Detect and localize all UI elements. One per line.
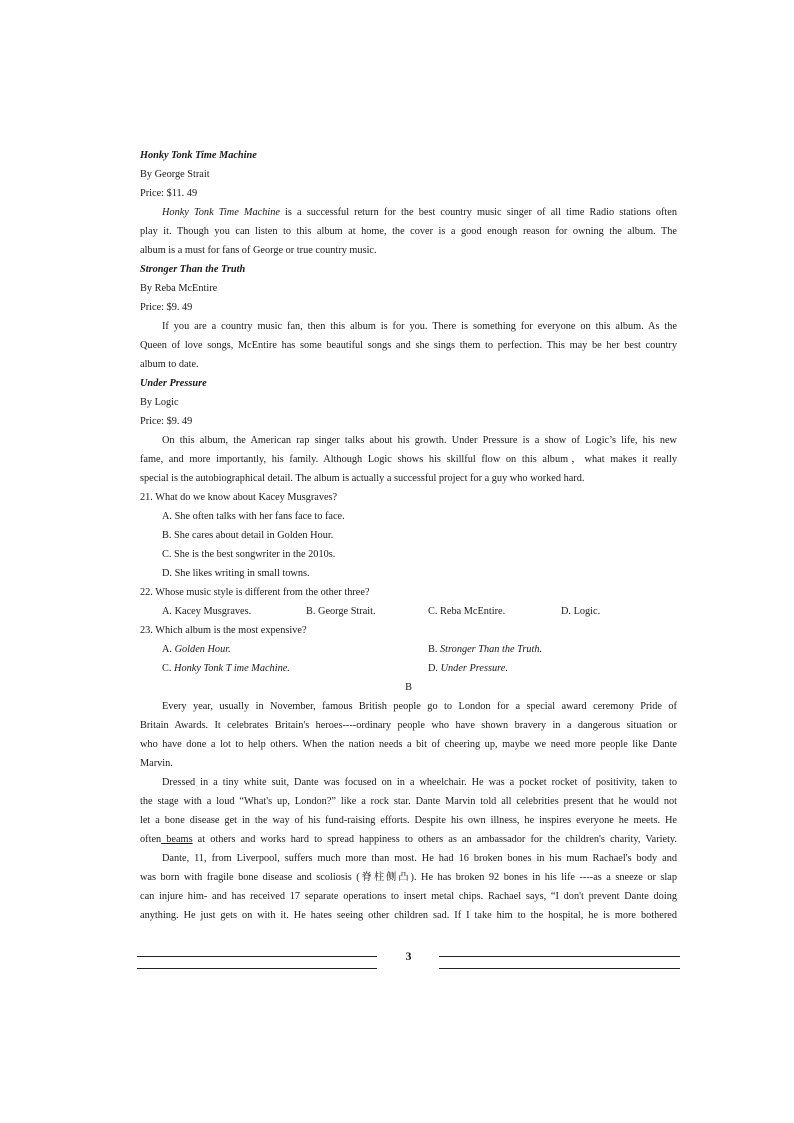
answer-option[interactable]: A. Kacey Musgraves.: [162, 606, 252, 617]
answer-option[interactable]: [162, 640, 231, 659]
passage-line: anything. He just gets on with it. He hates seeing other children sad. If I take him to the hospital, he is more bothered: [140, 910, 677, 921]
review-text: is a successful return for the best country music singer of all time Radio stations often: [279, 207, 677, 218]
album-review-line: play it. Though you can listen to this album at home, the cover is a good enough reason for owning the album. The: [140, 226, 677, 237]
option-text: Honky Tonk T ime Machine.: [174, 663, 290, 674]
album-review-line: If you are a country music fan, then this album is for you. There is something for everyone on this album. As the: [162, 321, 677, 332]
passage-line: [140, 830, 677, 849]
passage-line: can injure him- and has received 17 separate operations to insert metal chips. Rachael says, “I don't prevent Dante doing: [140, 891, 677, 902]
passage-line: let a bone disease get in the way of his fund-raising efforts. Despite his own illness, he inspires everyone he meets. He: [140, 815, 677, 826]
album-price: Price: $9. 49: [140, 302, 193, 313]
passage-line: the stage with a loud “What's up, London?” like a rock star. Dante Marvin told all celebrities present that he would not: [140, 796, 677, 807]
passage-line: Every year, usually in November, famous British people go to London for a special award ceremony Pride of: [162, 701, 677, 712]
answer-option[interactable]: D. She likes writing in small towns.: [162, 568, 310, 579]
album-review-line: [140, 203, 677, 222]
answer-option[interactable]: C. Reba McEntire.: [428, 606, 506, 617]
question-stem: 23. Which album is the most expensive?: [140, 625, 307, 636]
footer-rule: [439, 968, 680, 969]
answer-options-row: [140, 602, 677, 621]
album-review-line: album to date.: [140, 359, 199, 370]
album-review-line: special is the autobiographical detail. The album is actually a successful project for a guy who worked hard.: [140, 473, 585, 484]
album-artist: By Reba McEntire: [140, 283, 218, 294]
passage-line: who have done a lot to help others. When the nation needs a bit of cheering up, maybe we need more people like Dante: [140, 739, 677, 750]
answer-options-row: [140, 640, 677, 659]
option-text: Stronger Than the Truth.: [440, 644, 543, 655]
answer-option[interactable]: A. She often talks with her fans face to face.: [162, 511, 345, 522]
passage-line: Dante, 11, from Liverpool, suffers much more than most. He had 16 broken bones in his mum Rachael's body and: [162, 853, 677, 864]
passage-line: was born with fragile bone disease and scoliosis (脊柱侧凸). He has broken 92 bones in his life ----as a sneeze or slap: [140, 872, 677, 883]
passage-text: often: [140, 834, 162, 845]
album-title: Under Pressure: [140, 378, 207, 389]
question-stem: 22. Whose music style is different from the other three?: [140, 587, 370, 598]
album-review-line: On this album, the American rap singer talks about his growth. Under Pressure is a show of Logic’s life, his new: [162, 435, 677, 446]
album-price: Price: $9. 49: [140, 416, 193, 427]
option-letter: D.: [428, 663, 441, 674]
passage-line: Britain Awards. It celebrates Britain's heroes----ordinary people who have shown bravery in a dangerous situation or: [140, 720, 677, 731]
album-title: Honky Tonk Time Machine: [140, 150, 257, 161]
answer-options-row: [140, 659, 677, 678]
option-letter: C.: [162, 663, 175, 674]
album-title-inline: Honky Tonk Time Machine: [162, 207, 280, 218]
answer-option[interactable]: B. George Strait.: [306, 606, 376, 617]
question-stem: 21. What do we know about Kacey Musgraves?: [140, 492, 338, 503]
album-price: Price: $11. 49: [140, 188, 198, 199]
answer-option[interactable]: [428, 640, 542, 659]
passage-text: at others and works hard to spread happiness to others as an ambassador for the children's charity, Variety.: [192, 834, 677, 845]
underlined-word: beams: [161, 834, 193, 845]
album-title: Stronger Than the Truth: [140, 264, 246, 275]
option-letter: B.: [428, 644, 441, 655]
answer-option[interactable]: [428, 659, 508, 678]
answer-option[interactable]: [162, 659, 290, 678]
option-letter: A.: [162, 644, 175, 655]
page-number: 3: [405, 949, 412, 963]
album-review-line: album is a must for fans of George or true country music.: [140, 245, 377, 256]
document-body: [140, 146, 677, 925]
passage-line: Marvin.: [140, 758, 173, 769]
page-footer: [137, 947, 680, 973]
album-artist: By Logic: [140, 397, 179, 408]
album-artist: By George Strait: [140, 169, 210, 180]
answer-option[interactable]: C. She is the best songwriter in the 2010s.: [162, 549, 336, 560]
option-text: Under Pressure.: [440, 663, 508, 674]
album-review-line: fame, and more importantly, his family. Although Logic shows his skillful flow on this album，what makes it really: [140, 454, 677, 465]
passage-line: Dressed in a tiny white suit, Dante was focused on in a wheelchair. He was a pocket rocket of positivity, taken to: [162, 777, 677, 788]
footer-rule: [137, 968, 377, 969]
section-label: B: [405, 682, 412, 693]
album-review-line: Queen of love songs, McEntire has some beautiful songs and she sings them to perfection. This may be her best country: [140, 340, 677, 351]
answer-option[interactable]: D. Logic.: [561, 606, 601, 617]
option-text: Golden Hour.: [174, 644, 231, 655]
answer-option[interactable]: B. She cares about detail in Golden Hour.: [162, 530, 334, 541]
